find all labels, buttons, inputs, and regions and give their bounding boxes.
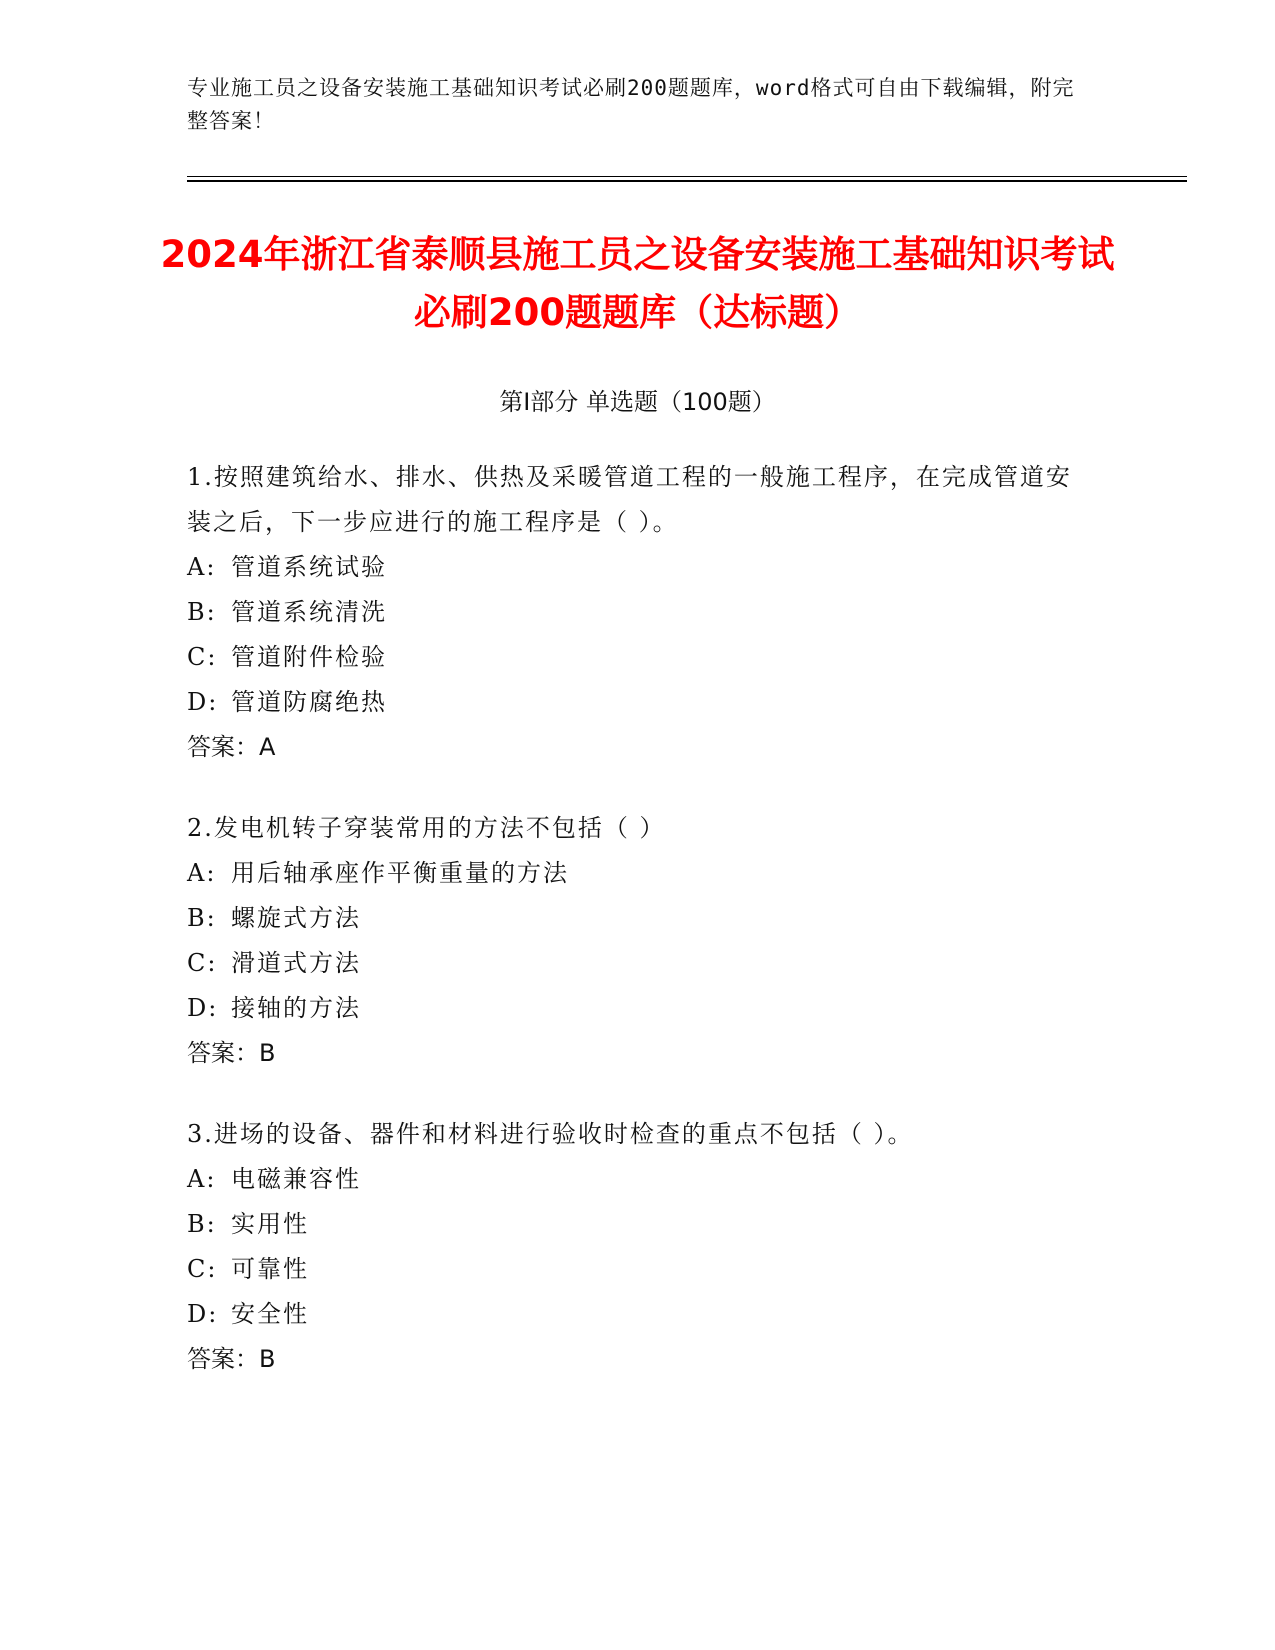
option-c xyxy=(187,941,1087,986)
option-text: 螺旋式方法 xyxy=(231,904,361,932)
option-text: 接轴的方法 xyxy=(231,994,361,1022)
option-letter: A: xyxy=(187,859,217,887)
answer: 答案：B xyxy=(187,1039,276,1067)
option-letter: D: xyxy=(187,688,219,716)
option-text: 滑道式方法 xyxy=(231,949,361,977)
option-text: 安全性 xyxy=(231,1300,309,1328)
option-text: 管道防腐绝热 xyxy=(231,688,387,716)
option-text: 管道附件检验 xyxy=(231,643,387,671)
option-letter: D: xyxy=(187,1300,219,1328)
option-text: 电磁兼容性 xyxy=(231,1165,361,1193)
question-stem: 1.按照建筑给水、排水、供热及采暖管道工程的一般施工程序，在完成管道安装之后，下一步应进行的施工程序是（ ）。 xyxy=(187,463,1072,536)
option-letter: C: xyxy=(187,1255,218,1283)
option-b xyxy=(187,1202,1087,1247)
option-letter: D: xyxy=(187,994,219,1022)
option-a xyxy=(187,545,1087,590)
option-c xyxy=(187,635,1087,680)
option-b xyxy=(187,896,1087,941)
question-stem: 3.进场的设备、器件和材料进行验收时检查的重点不包括（ ）。 xyxy=(187,1120,914,1148)
option-letter: B: xyxy=(187,1210,217,1238)
option-text: 实用性 xyxy=(231,1210,309,1238)
option-letter: B: xyxy=(187,904,217,932)
section-heading: 第I部分 单选题（100题） xyxy=(499,388,776,416)
header-rule-thick xyxy=(187,180,1187,182)
option-d xyxy=(187,986,1087,1031)
option-text: 可靠性 xyxy=(231,1255,309,1283)
question-1 xyxy=(187,455,1087,770)
option-letter: A: xyxy=(187,1165,217,1193)
option-b xyxy=(187,590,1087,635)
answer: 答案：B xyxy=(187,1345,276,1373)
option-d xyxy=(187,1292,1087,1337)
option-d xyxy=(187,680,1087,725)
question-3 xyxy=(187,1112,1087,1382)
header-note: 专业施工员之设备安装施工基础知识考试必刷200题题库，word格式可自由下载编辑，附完整答案！ xyxy=(187,76,1075,133)
option-c xyxy=(187,1247,1087,1292)
option-letter: C: xyxy=(187,643,218,671)
option-a xyxy=(187,851,1087,896)
option-text: 用后轴承座作平衡重量的方法 xyxy=(231,859,569,887)
option-letter: A: xyxy=(187,553,217,581)
answer: 答案：A xyxy=(187,733,276,761)
question-stem: 2.发电机转子穿装常用的方法不包括（ ） xyxy=(187,814,666,842)
option-text: 管道系统清洗 xyxy=(231,598,387,626)
header-rule-thin xyxy=(187,176,1187,177)
option-text: 管道系统试验 xyxy=(231,553,387,581)
option-letter: B: xyxy=(187,598,217,626)
option-letter: C: xyxy=(187,949,218,977)
option-a xyxy=(187,1157,1087,1202)
question-2 xyxy=(187,806,1087,1076)
document-title: 2024年浙江省泰顺县施工员之设备安装施工基础知识考试必刷200题题库（达标题） xyxy=(160,233,1115,334)
